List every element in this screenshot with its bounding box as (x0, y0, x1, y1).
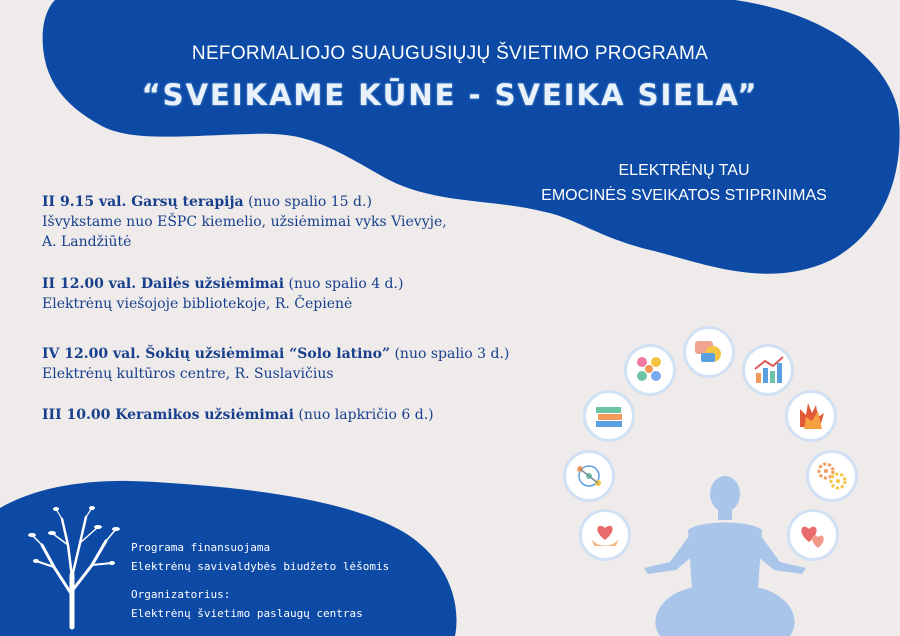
chat-icon (683, 326, 735, 378)
event-date: (nuo spalio 4 d.) (284, 276, 404, 292)
event-item (42, 344, 582, 384)
event-item (42, 192, 582, 252)
event-detail: A. Landžiūtė (42, 234, 132, 250)
subtitle-line1: ELEKTRĖNŲ TAU (618, 162, 750, 179)
science-icon (563, 450, 615, 502)
organizer-info (131, 585, 451, 623)
hearts-icon (787, 509, 839, 561)
event-item (42, 274, 582, 314)
event-date: (nuo lapkričio 6 d.) (293, 407, 434, 423)
meditation-figure (640, 470, 810, 636)
event-title: III 10.00 Keramikos užsiėmimai (42, 407, 294, 423)
event-title: II 9.15 val. Garsų terapija (42, 194, 244, 210)
event-detail: Elektrėnų viešojoje bibliotekoje, R. Čepienė (42, 296, 353, 312)
organizer-name: Elektrėnų švietimo paslaugų centras (131, 607, 363, 620)
event-item (42, 405, 582, 425)
event-date: (nuo spalio 3 d.) (390, 346, 510, 362)
event-detail: Išvykstame nuo EŠPC kiemelio, užsiėmimai vyks Vievyje, (42, 214, 447, 230)
program-title: “SVEIKAME KŪNE - SVEIKA SIELA” (141, 78, 759, 112)
tree-icon (22, 505, 122, 630)
funding-line1: Programa finansuojama (131, 541, 271, 554)
hands-icon (785, 390, 837, 442)
flowers-icon (624, 344, 676, 396)
chart-icon (742, 344, 794, 396)
funding-info (131, 538, 451, 576)
organizer-label: Organizatorius: (131, 588, 231, 601)
subtitle-line2: EMOCINĖS SVEIKATOS STIPRINIMAS (541, 187, 827, 204)
event-title: II 12.00 val. Dailės užsiėmimai (42, 276, 285, 292)
event-date: (nuo spalio 15 d.) (243, 194, 372, 210)
event-title: IV 12.00 val. Šokių užsiėmimai “Solo latino” (42, 346, 391, 362)
program-heading: NEFORMALIOJO SUAUGUSIŲJŲ ŠVIETIMO PROGRAMA (191, 43, 709, 64)
event-detail: Elektrėnų kultūros centre, R. Suslavičius (42, 366, 334, 382)
books-icon (583, 390, 635, 442)
gears-icon (806, 450, 858, 502)
funding-line2: Elektrėnų savivaldybės biudžeto lėšomis (131, 560, 390, 573)
heart-hands-icon (579, 509, 631, 561)
